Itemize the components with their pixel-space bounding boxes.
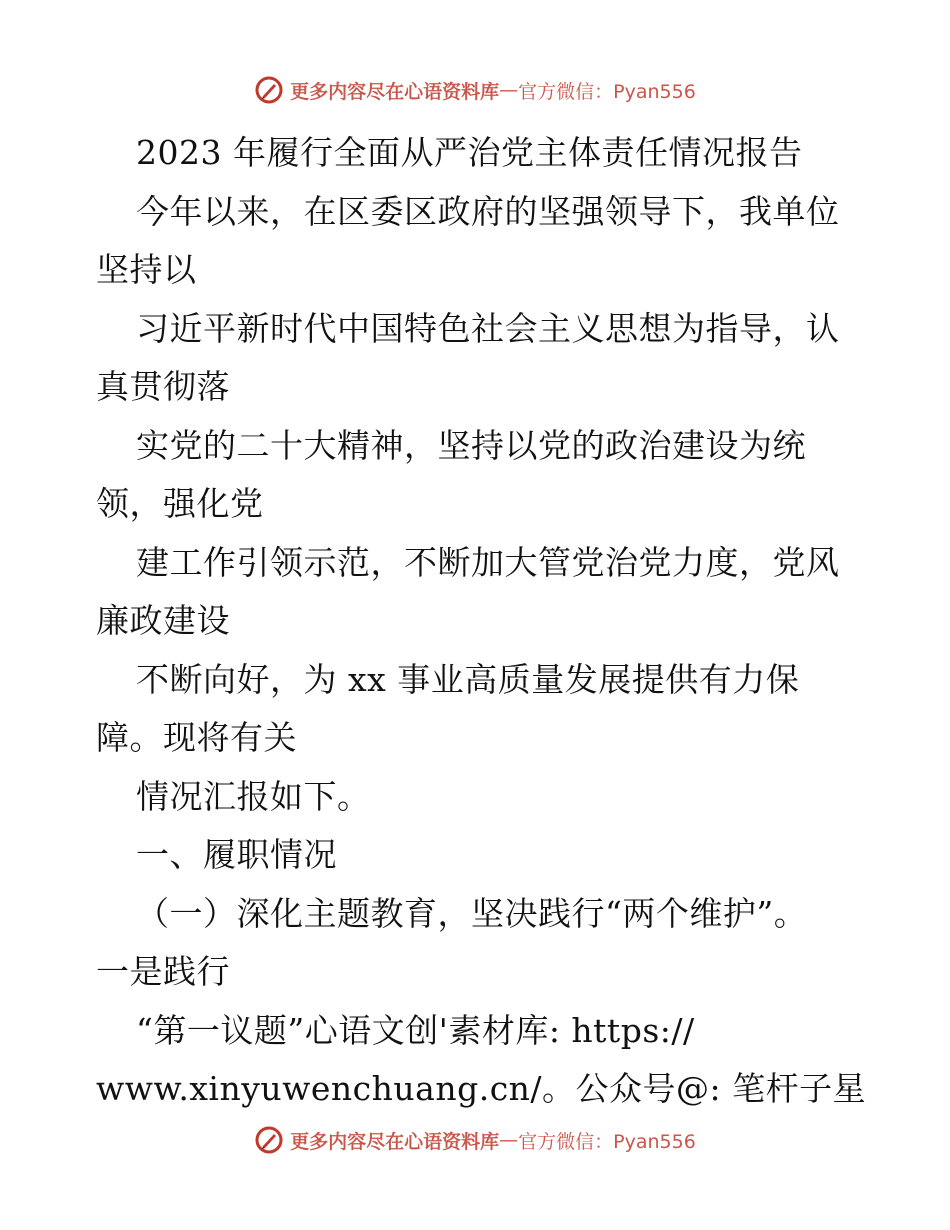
subsection-heading: （一）深化主题教育，坚决践行“两个维护”。 (136, 893, 808, 933)
paragraph-line: 习近平新时代中国特色社会主义思想为指导，认 (136, 308, 840, 348)
pen-logo-icon (254, 75, 284, 105)
paragraph-line: 今年以来，在区委区政府的坚强领导下，我单位 (136, 191, 840, 231)
paragraph-line: 障。现将有关 (96, 718, 297, 757)
paragraph-line: 廉政建设 (96, 601, 230, 640)
paragraph-line: 实党的二十大精神，坚持以党的政治建设为统 (136, 425, 806, 465)
watermark-banner-bottom (0, 1120, 950, 1160)
paragraph-line: 情况汇报如下。 (136, 776, 371, 816)
watermark-contact: 官方微信：Pyan556 (518, 1130, 696, 1153)
watermark-separator: — (499, 79, 519, 101)
paragraph-line: “第一议题”心语文创'素材库: https:// (136, 1010, 695, 1050)
paragraph-line: www.xinyuwenchuang.cn/。公众号@: 笔杆子星 (96, 1069, 867, 1108)
paragraph-line: 一是践行 (96, 952, 230, 991)
watermark-banner-top (0, 70, 950, 110)
pen-logo-icon (254, 1125, 284, 1155)
section-heading: 一、履职情况 (136, 835, 337, 874)
watermark-separator: — (499, 1129, 519, 1151)
watermark-brand: 更多内容尽在心语资料库 (290, 80, 500, 103)
paragraph-line: 坚持以 (96, 250, 197, 289)
paragraph-line: 建工作引领示范，不断加大管党治党力度，党风 (136, 542, 840, 582)
paragraph-line: 真贯彻落 (96, 367, 230, 406)
document-body (96, 124, 867, 1119)
document-title: 2023 年履行全面从严治党主体责任情况报告 (136, 133, 803, 172)
watermark-contact: 官方微信：Pyan556 (518, 80, 696, 103)
watermark-brand: 更多内容尽在心语资料库 (290, 1130, 500, 1153)
paragraph-line: 不断向好，为 xx 事业高质量发展提供有力保 (136, 659, 800, 699)
paragraph-line: 领，强化党 (96, 484, 264, 523)
